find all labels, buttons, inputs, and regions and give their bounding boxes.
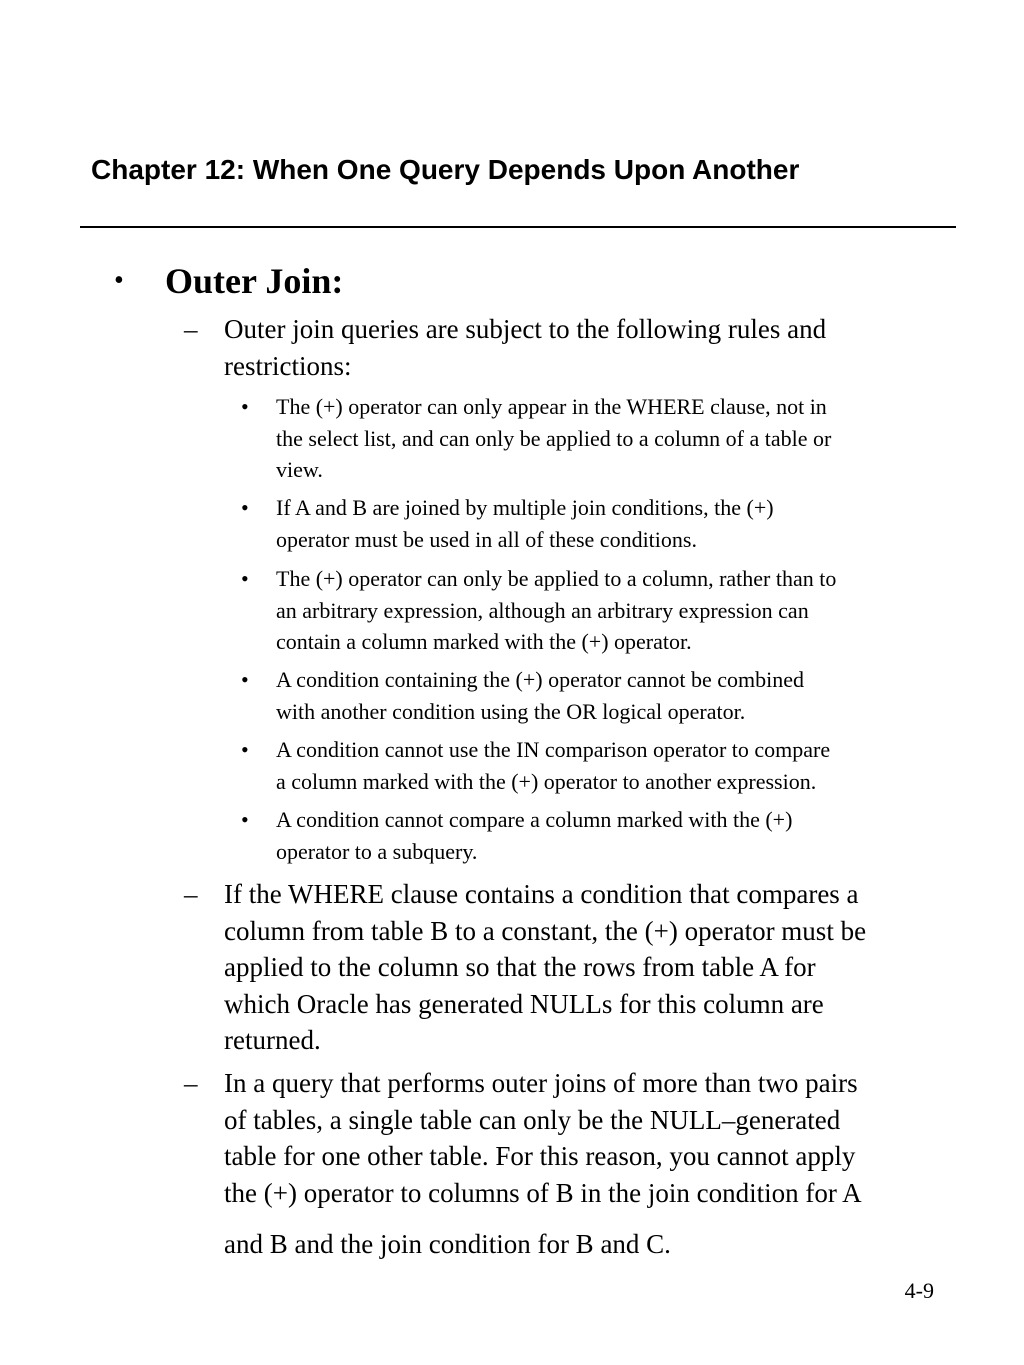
text-line: applied to the column so that the rows from table A for	[224, 952, 816, 982]
title-divider	[80, 226, 956, 228]
list-item	[224, 876, 964, 1059]
page-number: 4-9	[904, 1278, 934, 1303]
dash-icon: –	[184, 1068, 198, 1098]
text-line: a column marked with the (+) operator to another expression.	[276, 768, 817, 794]
text-line: contain a column marked with the (+) operator.	[276, 629, 692, 654]
list-item	[224, 1065, 964, 1263]
text-line: the (+) operator to columns of B in the join condition for A	[224, 1177, 862, 1208]
bullet-icon: •	[241, 737, 249, 762]
list-item	[276, 734, 966, 797]
text-line: A condition cannot compare a column marked with the (+)	[276, 807, 793, 832]
text-line: an arbitrary expression, although an arbitrary expression can	[276, 597, 809, 623]
bullet-icon: •	[241, 495, 249, 520]
text-line: operator to a subquery.	[276, 838, 478, 864]
text-line: operator must be used in all of these conditions.	[276, 526, 697, 552]
list-item	[276, 664, 966, 727]
text-line: In a query that performs outer joins of more than two pairs	[224, 1068, 858, 1098]
text-line: and B and the join condition for B and C.	[224, 1229, 671, 1259]
text-line: returned.	[224, 1025, 321, 1055]
text-line: which Oracle has generated NULLs for this column are	[224, 988, 824, 1019]
text-line: column from table B to a constant, the (+) operator must be	[224, 915, 867, 946]
list-item	[224, 311, 964, 384]
list-item	[276, 804, 966, 867]
list-item	[276, 391, 966, 486]
text-line: the select list, and can only be applied to a column of a table or	[276, 425, 832, 451]
list-item	[276, 563, 966, 658]
text-line: The (+) operator can only appear in the WHERE clause, not in	[276, 394, 827, 419]
bullet-icon: •	[241, 667, 249, 692]
list-item	[276, 492, 966, 555]
text-line: If the WHERE clause contains a condition that compares a	[224, 879, 859, 909]
text-line: of tables, a single table can only be the NULL–generated	[224, 1104, 841, 1135]
bullet-icon: •	[241, 807, 249, 832]
text-line: Outer join queries are subject to the following rules and	[224, 314, 827, 344]
bullet-icon: •	[241, 566, 249, 591]
text-line: restrictions:	[224, 350, 352, 381]
section-heading: Outer Join:	[165, 261, 344, 301]
text-line: table for one other table. For this reason, you cannot apply	[224, 1141, 856, 1171]
bullet-icon: •	[114, 265, 124, 296]
chapter-title: Chapter 12: When One Query Depends Upon Another	[91, 154, 800, 185]
text-line: If A and B are joined by multiple join conditions, the (+)	[276, 495, 774, 520]
bullet-icon: •	[241, 394, 249, 419]
text-line: with another condition using the OR logical operator.	[276, 698, 746, 724]
text-line: A condition cannot use the IN comparison operator to compare	[276, 737, 831, 762]
dash-icon: –	[184, 314, 198, 344]
text-line: A condition containing the (+) operator cannot be combined	[276, 667, 805, 692]
text-line: The (+) operator can only be applied to a column, rather than to	[276, 566, 837, 591]
text-line: view.	[276, 457, 323, 482]
dash-icon: –	[184, 879, 198, 909]
